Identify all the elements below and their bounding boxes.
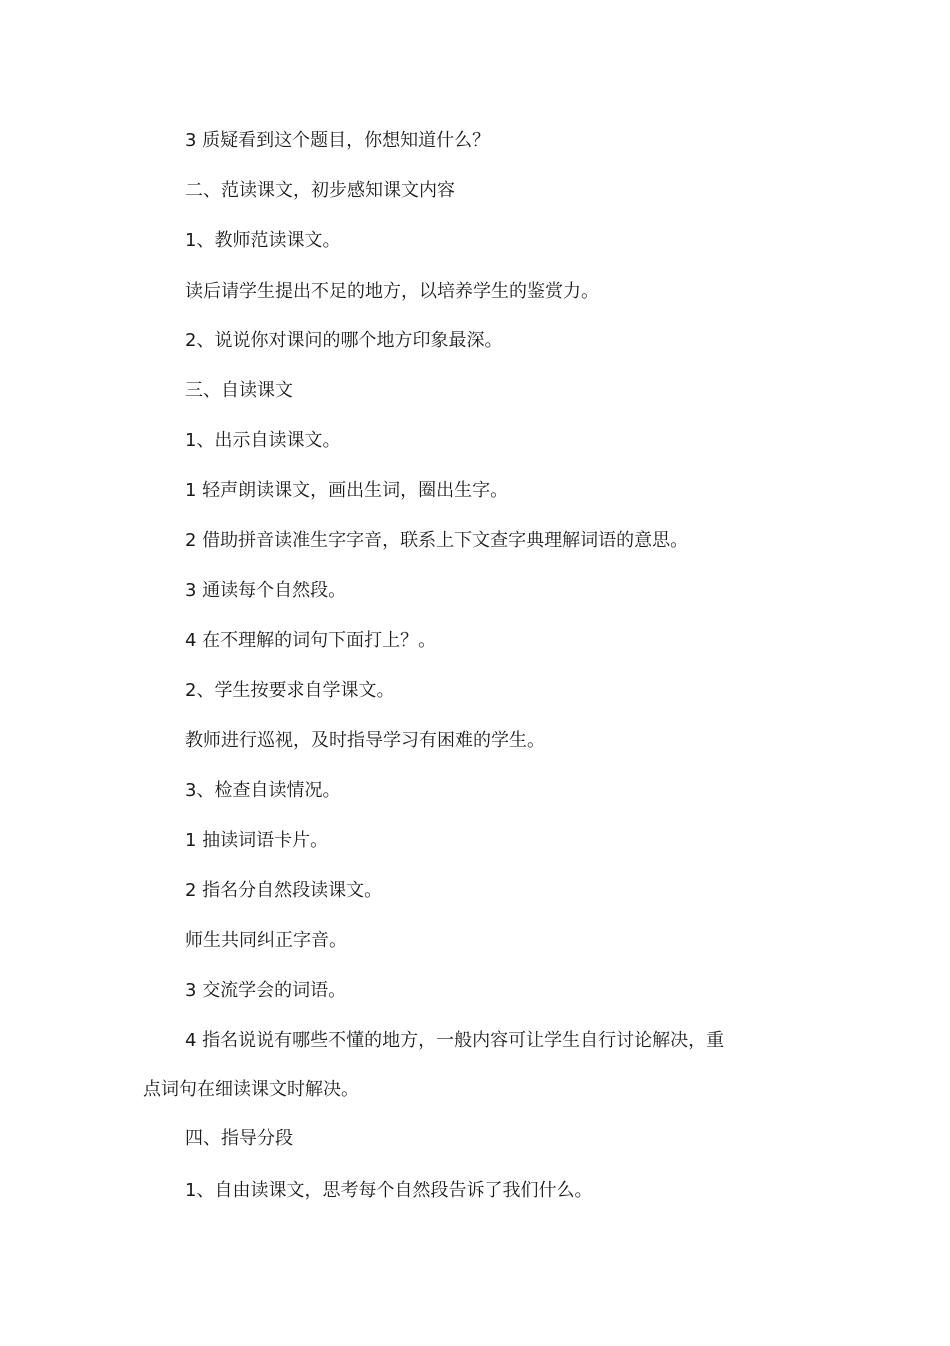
paragraph-unclear-points-cont: 点词句在细读课文时解决。	[143, 1079, 359, 1100]
paragraph-question-intent: 3 质疑看到这个题目，你想知道什么？	[185, 130, 491, 151]
section-heading-3: 三、自读课文	[185, 380, 293, 401]
paragraph-teacher-read: 1、教师范读课文。	[185, 230, 341, 251]
paragraph-share-words: 3 交流学会的词语。	[185, 980, 347, 1001]
paragraph-free-reading: 1、自由读课文，思考每个自然段告诉了我们什么。	[185, 1180, 593, 1201]
paragraph-teacher-patrol: 教师进行巡视，及时指导学习有困难的学生。	[185, 730, 545, 751]
paragraph-read-aloud: 1 轻声朗读课文，画出生词，圈出生字。	[185, 480, 509, 501]
paragraph-pinyin: 2 借助拼音读准生字字音，联系上下文查字典理解词语的意思。	[185, 530, 689, 551]
paragraph-question-mark: 4 在不理解的词句下面打上？。	[185, 630, 437, 651]
paragraph-word-cards: 1 抽读词语卡片。	[185, 830, 329, 851]
section-heading-4: 四、指导分段	[185, 1128, 293, 1149]
paragraph-appreciation: 读后请学生提出不足的地方，以培养学生的鉴赏力。	[185, 281, 599, 302]
paragraph-unclear-points: 4 指名说说有哪些不懂的地方，一般内容可让学生自行讨论解决，重	[185, 1030, 725, 1051]
paragraph-each-paragraph: 3 通读每个自然段。	[185, 580, 347, 601]
paragraph-correct-pronunciation: 师生共同纠正字音。	[185, 930, 347, 951]
paragraph-impression: 2、说说你对课问的哪个地方印象最深。	[185, 330, 503, 351]
paragraph-student-study: 2、学生按要求自学课文。	[185, 680, 395, 701]
section-heading-2: 二、范读课文，初步感知课文内容	[185, 180, 455, 201]
paragraph-self-read: 1、出示自读课文。	[185, 430, 341, 451]
paragraph-read-by-paragraph: 2 指名分自然段读课文。	[185, 880, 383, 901]
paragraph-check-reading: 3、检查自读情况。	[185, 780, 341, 801]
